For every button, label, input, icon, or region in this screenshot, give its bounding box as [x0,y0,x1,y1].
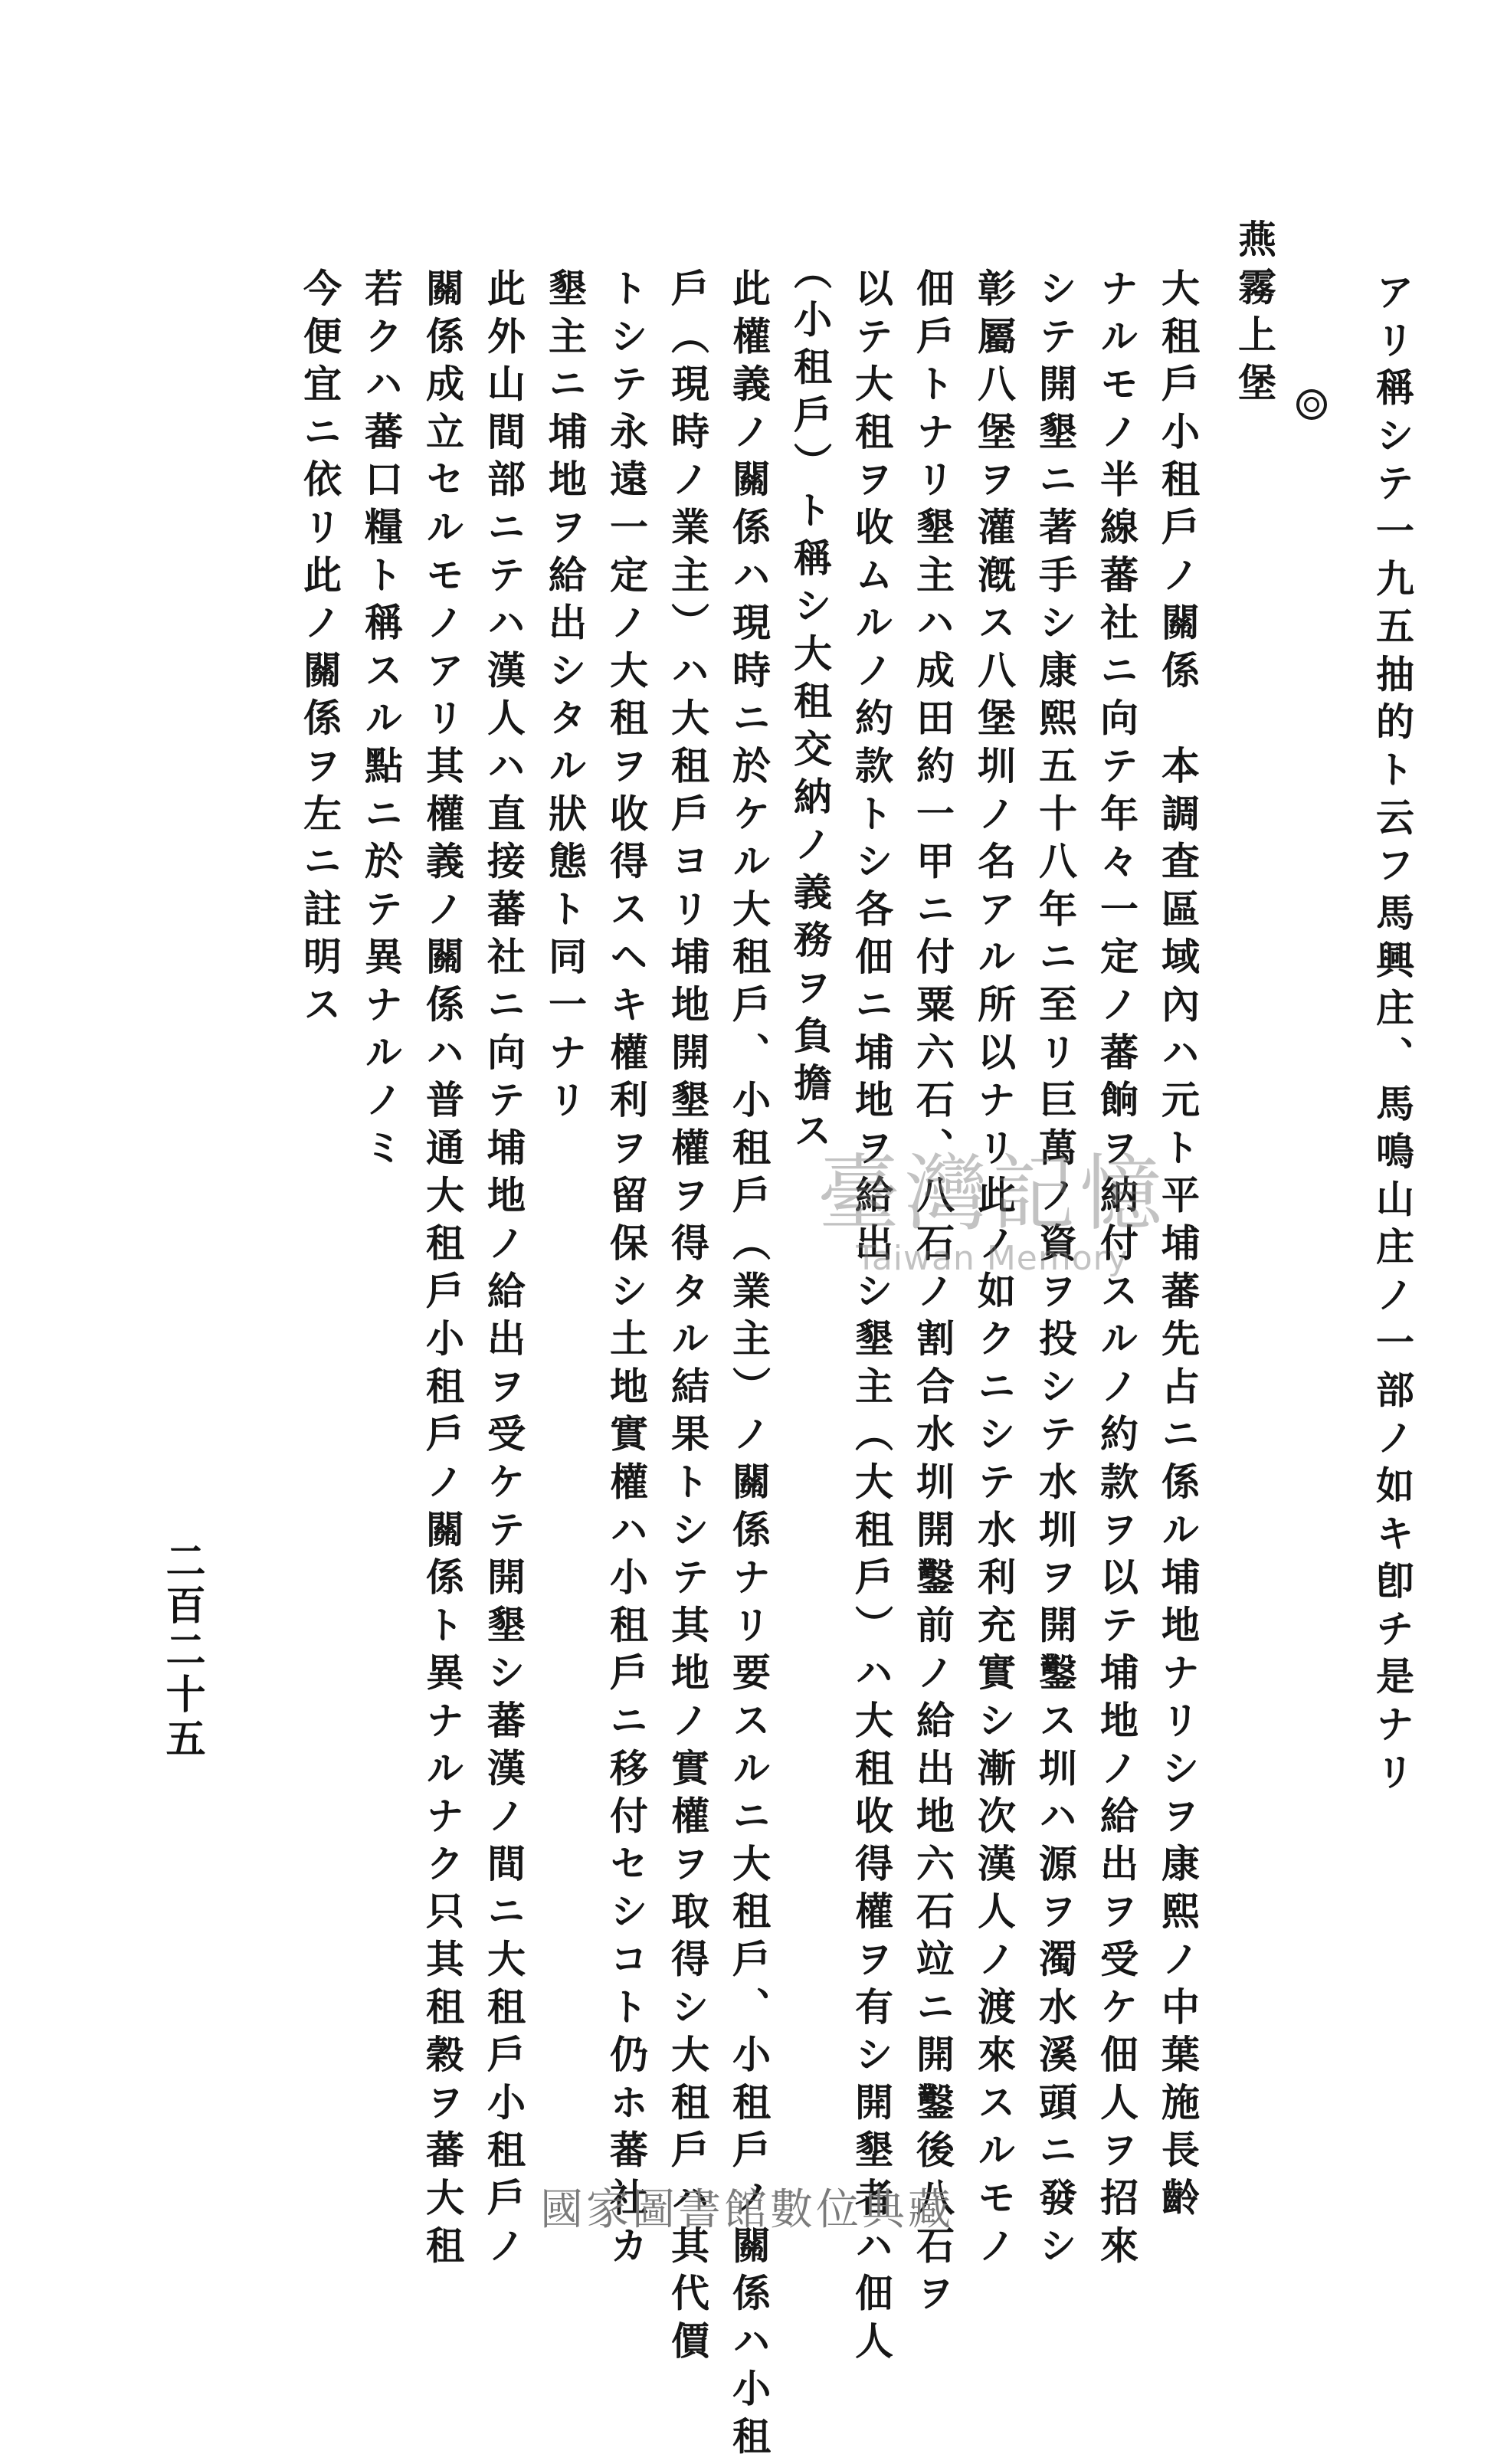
watermark-cjk-text: 臺灣記憶 [817,1146,1167,1242]
text-column-16: 若クハ蕃口糧ト稱スル點ニ於テ異ナルノミ [359,268,404,1175]
text-column-7: 佃戶トナリ墾主ハ成田約一甲ニ付粟六石、八石ノ割合水圳開鑿前ノ給出地六石竝ニ開鑿後八石ヲ [910,268,955,2321]
page-number: 二百二十五 [159,1540,205,1762]
text-column-13: 墾主ニ埔地ヲ給出シタル狀態ト同一ナリ [542,268,588,1128]
text-column-1: アリ稱シテ一九五抽的ト云フ馬興庄、馬鳴山庄ノ一部ノ如キ卽チ是ナリ [1370,272,1415,1800]
text-column-17: 今便宜ニ依リ此ノ關係ヲ左ニ註明ス [297,268,342,1032]
text-column-3: 大租戶小租戶ノ關係 本調査區域內ハ元ト平埔蕃先占ニ係ル埔地ナリシヲ康熙ノ中葉施長齡 [1155,268,1201,2226]
text-column-14: 此外山間部ニテハ漢人ハ直接蕃社ニ向テ埔地ノ給出ヲ受ケテ開墾シ蕃漢ノ間ニ大租戶小租戶ノ [481,268,526,2273]
text-column-15: 關係成立セルモノアリ其權義ノ關係ハ普通大租戶小租戶ノ關係ト異ナルナク只其租穀ヲ蕃大租 [420,268,465,2273]
text-column-4: ナルモノ半線蕃社ニ向テ年々一定ノ蕃餉ヲ納付スルノ約款ヲ以テ埔地ノ給出ヲ受ケ佃人ヲ招來 [1094,268,1139,2273]
text-column-10: 此權義ノ關係ハ現時ニ於ケル大租戶、小租戶（業主）ノ關係ナリ要スルニ大租戶、小租戶ノ關係ハ小租 [726,268,772,2464]
text-column-12: トシテ永遠一定ノ大租ヲ收得スヘキ權利ヲ留保シ土地實權ハ小租戶ニ移付セシコト仍ホ蕃社カ [604,268,649,2273]
archive-footer: 國家圖書館數位典藏 [540,2185,954,2235]
watermark-en-text: Taiwan Memory [856,1238,1129,1278]
text-column-8: 以テ大租ヲ收ムルノ約款トシ各佃ニ埔地ヲ給出シ墾主（大租戶）ハ大租收得權ヲ有シ開墾者ハ佃人 [849,268,894,2369]
text-column-11: 戶（現時ノ業主）ハ大租戶ヨリ埔地開墾權ヲ得タル結果トシテ其地ノ實權ヲ取得シ大租戶ハ其代價 [665,268,710,2369]
double-circle-mark-icon [1296,389,1327,420]
section-heading: 燕霧上堡 [1232,219,1277,411]
text-column-6: 彰屬八堡ヲ灌漑ス八堡圳ノ名アル所以ナリ此ノ如クニシテ水利充實シ漸次漢人ノ渡來スルモノ [971,268,1017,2273]
text-column-5: シテ開墾ニ著手シ康熙五十八年ニ至リ巨萬ノ資ヲ投シテ水圳ヲ開鑿ス圳ハ源ヲ濁水溪頭ニ發シ [1033,268,1078,2273]
text-column-9: （小租戶）ト稱シ大租交納ノ義務ヲ負擔ス [788,251,833,1158]
watermark-logo [755,1146,1230,1318]
